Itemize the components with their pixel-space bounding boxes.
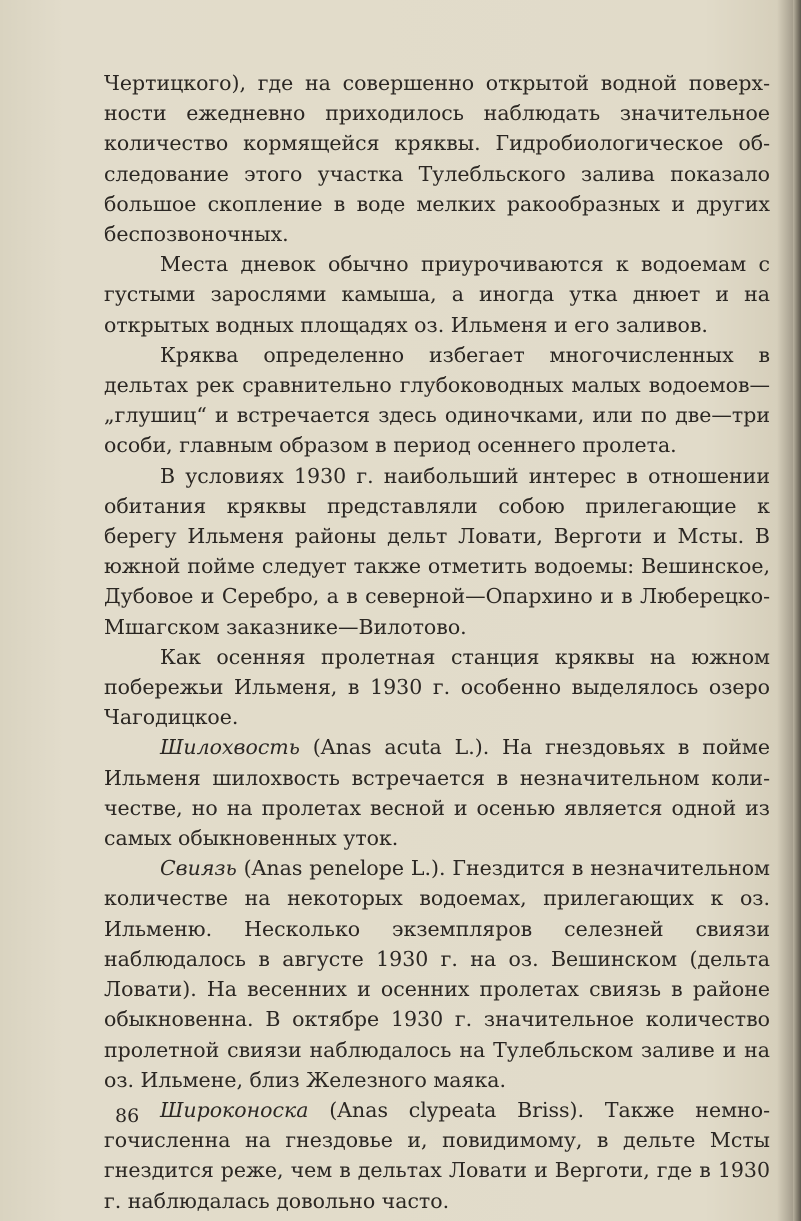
species-text-pintail: (Anas acuta L.). На гнездовьях в пойме Ильменя шилохвость встречается в незначительном количестве, но на пролетах весной и осенью является одной из самых обыкновенных уток. [104,735,770,851]
paragraph-autumn-station: Как осенняя пролетная станция кряквы на южном побережьи Ильменя, в 1930 г. особенно выделялось озеро Чагодицкое. [104,644,770,730]
species-text-wigeon: (Anas penelope L.). Гнездится в незначительном количестве на некоторых водоемах, прилегающих к оз. Ильменю. Несколько экземпляров селезней свиязи наблюдалось в августе 1930 г. на оз. Вешинском (дельта Ловати). На весенних и осенних пролетах свиязь в районе обыкновенна. В октябре 1930 г. значительное количество пролетной свиязи наблюдалось на Тулебльском заливе и на оз. Ильмене, близ Железного маяка. [104,856,770,1092]
paragraph-pintail [104,732,770,853]
paragraph-continuation: Чертицкого), где на совершенно открытой водной поверхности ежедневно приходилось наблюдать значительное количество кормящейся кряквы. Гидробиологическое обследование этого участка Тулебльского залива показало большое скопление в воде мелких ракообразных и других беспозвоночных. [104,71,770,247]
paragraph-daytime-rest: Места дневок обычно приурочиваются к водоемам с густыми зарослями камыша, а иногда утка днюет и на открытых водных площадях оз. Ильменя и его заливов. [104,252,770,337]
paragraph-wigeon [104,853,770,1095]
species-text-shoveler: (Anas clypeata Briss). Также немногочисленна на гнездовье и, повидимому, в дельте Мсты гнездится реже, чем в дельтах Ловати и Верготи, где в 1930 г. наблюдалась довольно часто. [104,1097,770,1213]
paragraph-shoveler [104,1095,770,1216]
page-edge [793,0,801,1221]
species-name-pintail: Шилохвость [160,735,300,760]
paragraph-conditions-1930: В условиях 1930 г. наибольший интерес в отношении обитания кряквы представляли собою прилегающие к берегу Ильменя районы дельт Ловати, Верготи и Мсты. В южной пойме следует также отметить водоемы: Вешинское, Дубовое и Серебро, а в северной—Опархино и в Люберецко-Мшагском заказнике—Вилотово. [104,463,770,639]
body-text [104,68,770,1216]
species-name-shoveler: Широконоска [160,1097,309,1122]
paragraph-avoidance: Кряква определенно избегает многочисленных в дельтах рек сравнительно глубоководных малых водоемов—„глушиц“ и встречается здесь одиночками, или по две—три особи, главным образом в период осеннего пролета. [104,342,770,458]
species-name-wigeon: Свиязь [160,856,237,881]
page-number: 86 [115,1105,140,1127]
